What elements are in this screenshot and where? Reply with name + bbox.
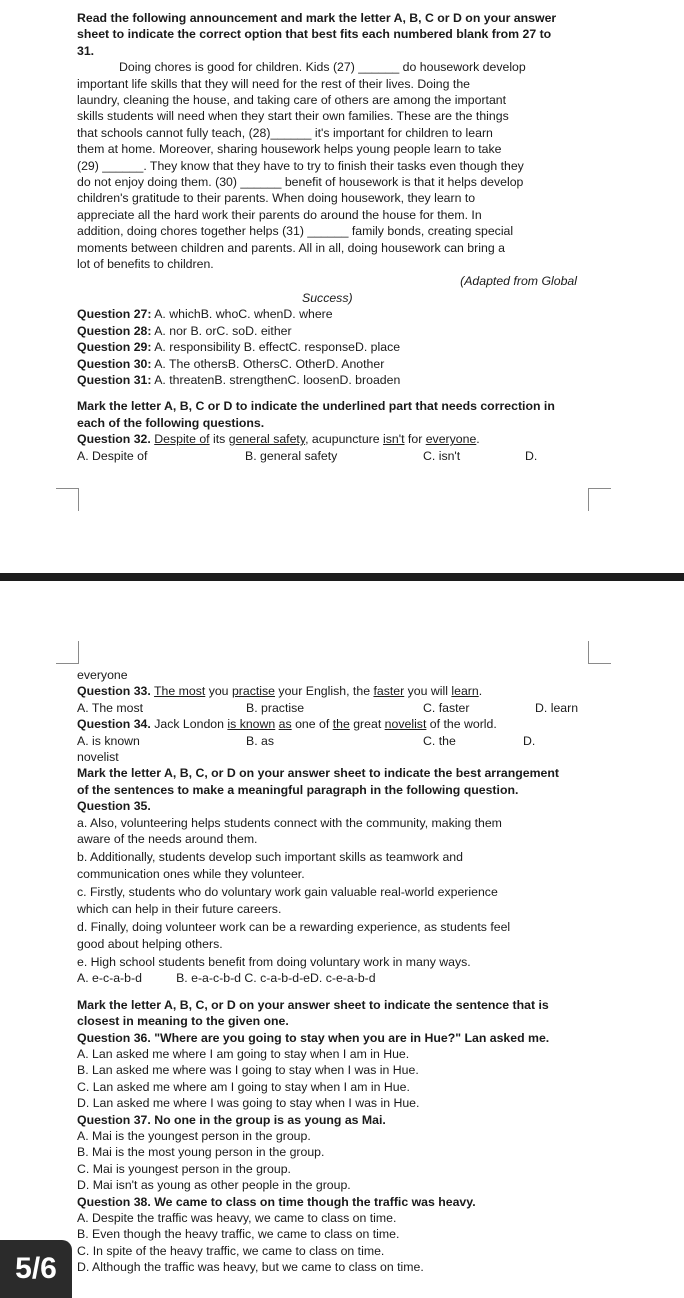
- question-31: Question 31: A. threatenB. strengthenC. loosenD. broaden: [77, 372, 401, 387]
- question-37-title: Question 37. No one in the group is as young as Mai.: [77, 1112, 386, 1127]
- question-29: Question 29: A. responsibility B. effectC. responseD. place: [77, 340, 401, 355]
- question-30: Question 30: A. The othersB. OthersC. OtherD. Another: [77, 356, 385, 371]
- question-34-continued: novelist: [77, 750, 119, 765]
- crop-corner-bottom-right: [588, 641, 611, 664]
- question-36-title: Question 36. "Where are you going to stay when you are in Hue?" Lan asked me.: [77, 1030, 550, 1045]
- question-34: Question 34. Jack London is known as one of the great novelist of the world.: [77, 717, 497, 732]
- questions-27-31: [77, 306, 597, 388]
- section-3-instruction: Mark the letter A, B, C, or D on your answer sheet to indicate the best arrangement of the sentences to make a meaningful paragraph in the following question.: [77, 766, 559, 797]
- question-33-options: A. The most B. practise C. faster D. learn: [77, 700, 579, 715]
- question-28: Question 28: A. nor B. orC. soD. either: [77, 323, 292, 338]
- question-32-continued: everyone: [77, 668, 128, 682]
- question-38-title: Question 38. We came to class on time though the traffic was heavy.: [77, 1194, 476, 1209]
- question-32: Question 32. Despite of its general safety, acupuncture isn't for everyone.: [77, 432, 480, 447]
- section-2-instruction: Mark the letter A, B, C or D to indicate the underlined part that needs correction in each of the following questions.: [77, 399, 555, 430]
- source-line-1: (Adapted from Global: [460, 273, 577, 288]
- crop-corner-top-left: [56, 488, 79, 511]
- question-35-options: A. e-c-a-b-d B. e-a-c-b-d C. c-a-b-d-eD. c-e-a-b-d: [77, 971, 376, 986]
- page-separator: [0, 573, 684, 581]
- crop-corner-bottom-left: [56, 641, 79, 664]
- section-bottom: [77, 667, 597, 1276]
- page-indicator-badge[interactable]: 5/6: [0, 1240, 72, 1298]
- question-34-options: A. is known B. as C. the D.: [77, 733, 536, 748]
- question-32-options: A. Despite of B. general safety C. isn't D.: [77, 448, 538, 463]
- section-4-instruction: Mark the letter A, B, C, or D on your answer sheet to indicate the sentence that is closest in meaning to the given one.: [77, 997, 549, 1029]
- cloze-passage: Doing chores is good for children. Kids (27) ______ do housework develop important life skills that they will need for the rest of their lives. Doing the laundry, cleaning the house, and taking care of others are among the important skills students will need when they start their own families. These are the things that schools cannot fully teach, (28)______ it's important for children to learn them at home. Moreover, sharing housework helps young people learn to take (29) ______. They know that they have to try to finish their tasks even though they do not enjoy doing them. (30) ______ benefit of housework is that it helps develop children's gratitude to their parents. When doing housework, they learn to appreciate all the hard work their parents do around the house for them. In addition, doing chores together helps (31) ______ family bonds, creating special moments between children and parents. All in all, doing housework can bring a lot of benefits to children.: [77, 60, 526, 272]
- source-line-2: Success): [302, 290, 353, 305]
- section-1-instruction: Read the following announcement and mark the letter A, B, C or D on your answer sheet to indicate the correct option that best fits each numbered blank from 27 to 31.: [77, 11, 557, 58]
- question-35-title: Question 35.: [77, 799, 151, 814]
- question-37-options: A. Mai is the youngest person in the group. B. Mai is the most young person in the group. C. Mai is youngest person in the group. D. Mai isn't as young as other people in the group.: [77, 1128, 351, 1193]
- question-38-options: A. Despite the traffic was heavy, we came to class on time. B. Even though the heavy traffic, we came to class on time. C. In spite of the heavy traffic, we came to class on time. D. Although the traffic was heavy, but we came to class on time.: [77, 1211, 424, 1275]
- question-27: Question 27: A. whichB. whoC. whenD. where: [77, 307, 333, 322]
- question-36-options: A. Lan asked me where I am going to stay when I am in Hue. B. Lan asked me where was I going to stay when I was in Hue. C. Lan asked me where am I going to stay when I am in Hue. D. Lan asked me where I was going to stay when I was in Hue.: [77, 1046, 420, 1111]
- question-35-sentences: a. Also, volunteering helps students connect with the community, making them aware of the needs around them. b. Additionally, students develop such important skills as teamwork and communication ones while they volunteer. c. Firstly, students who do voluntary work gain valuable real-world experience which can help in their future careers. d. Finally, doing volunteer work can be a rewarding experience, as students feel good about helping others. e. High school students benefit from doing voluntary work in many ways.: [77, 815, 511, 969]
- question-33: Question 33. The most you practise your English, the faster you will learn.: [77, 684, 483, 699]
- section-1: [77, 10, 597, 464]
- crop-corner-top-right: [588, 488, 611, 511]
